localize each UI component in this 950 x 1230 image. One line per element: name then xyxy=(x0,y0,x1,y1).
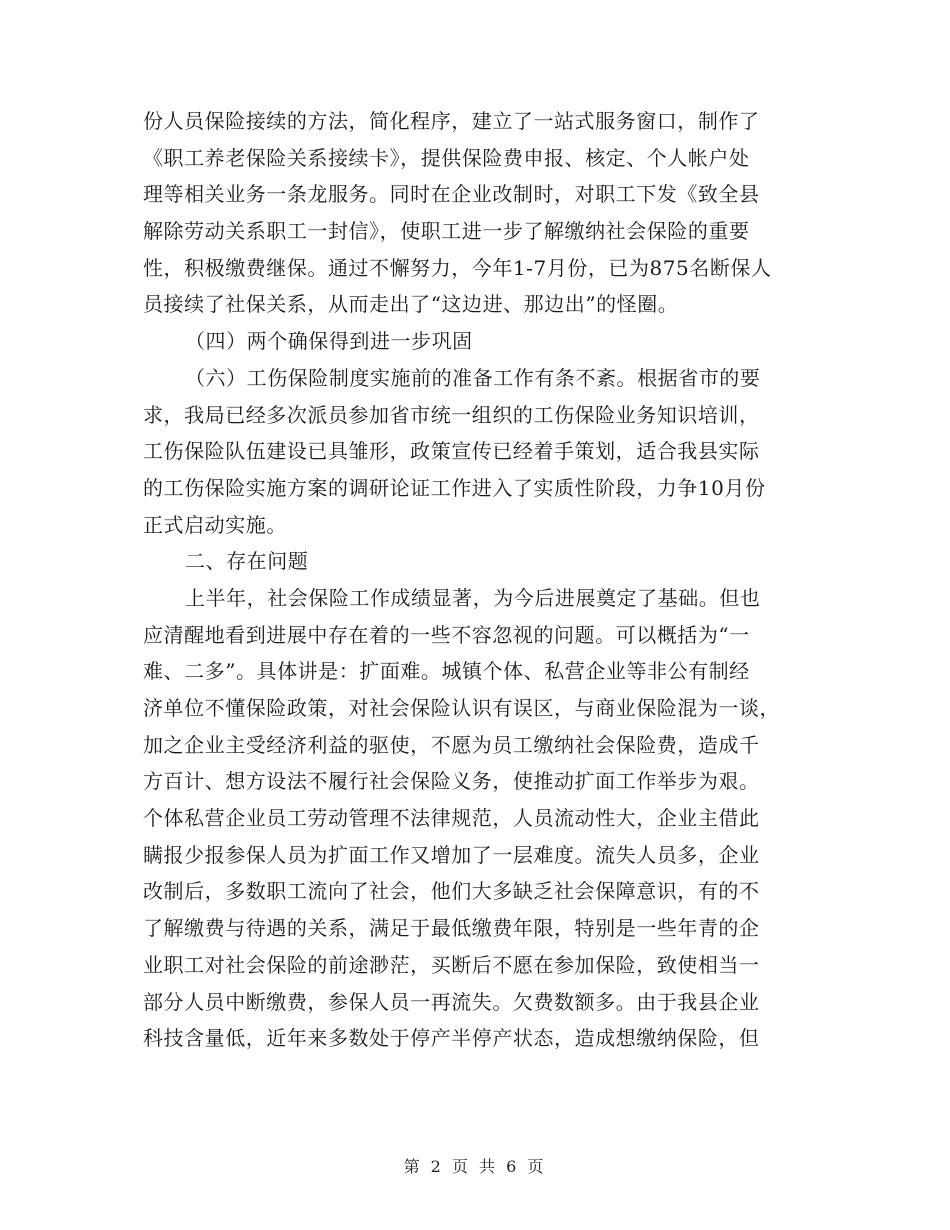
text-line: 工伤保险队伍建设已具雏形，政策宣传已经着手策划，适合我县实际 xyxy=(143,439,760,464)
section-heading: 二、存在问题 xyxy=(185,549,309,574)
text-line: 求，我局已经多次派员参加省市统一组织的工伤保险业务知识培训， xyxy=(143,402,760,427)
text-line: 济单位不懂保险政策，对社会保险认识有误区，与商业保险混为一谈， xyxy=(143,696,781,720)
section-heading: （四）两个确保得到进一步巩固 xyxy=(185,329,473,354)
paragraph-start-line: 上半年，社会保险工作成绩显著，为今后进展奠定了基础。但也 xyxy=(185,585,761,610)
text-line: 应清醒地看到进展中存在着的一些不容忽视的问题。可以概括为“一 xyxy=(143,622,750,647)
text-line: 了解缴费与待遇的关系，满足于最低缴费年限，特别是一些年青的企 xyxy=(143,916,760,941)
text-line: 方百计、想方设法不履行社会保险义务，使推动扩面工作举步为艰。 xyxy=(143,769,760,794)
text-line: 瞒报少报参保人员为扩面工作又增加了一层难度。流失人员多，企业 xyxy=(143,842,760,867)
text-line: 性，积极缴费继保。通过不懈努力，今年1-7月份，已为875名断保人 xyxy=(143,255,772,280)
text-line: 解除劳动关系职工一封信》，使职工进一步了解缴纳社会保险的重要 xyxy=(143,219,750,244)
text-line: 份人员保险接续的方法，简化程序，建立了一站式服务窗口，制作了 xyxy=(143,109,760,133)
text-line: 个体私营企业员工劳动管理不法律规范，人员流动性大，企业主借此 xyxy=(143,806,760,831)
text-line: 科技含量低，近年来多数处于停产半停产状态，造成想缴纳保险，但 xyxy=(143,1026,760,1051)
text-line: 员接续了社保关系，从而走出了“这边进、那边出”的怪圈。 xyxy=(143,292,679,317)
text-line: 加之企业主受经济利益的驱使，不愿为员工缴纳社会保险费，造成千 xyxy=(143,732,760,757)
text-line: 理等相关业务一条龙服务。同时在企业改制时，对职工下发《致全县 xyxy=(143,182,760,207)
text-line: 难、二多”。具体讲是：扩面难。城镇个体、私营企业等非公有制经 xyxy=(143,659,750,684)
document-body xyxy=(143,103,813,1057)
text-line: 改制后，多数职工流向了社会，他们大多缺乏社会保障意识，有的不 xyxy=(143,879,760,904)
text-line: 部分人员中断缴费，参保人员一再流失。欠费数额多。由于我县企业 xyxy=(143,989,760,1014)
paragraph-start-line: （六）工伤保险制度实施前的准备工作有条不紊。根据省市的要 xyxy=(185,365,761,390)
text-line: 业职工对社会保险的前途渺茫，买断后不愿在参加保险，致使相当一 xyxy=(143,952,760,977)
text-line: 《职工养老保险关系接续卡》，提供保险费申报、核定、个人帐户处 xyxy=(143,145,750,170)
text-line: 的工伤保险实施方案的调研论证工作进入了实质性阶段，力争10月份 xyxy=(143,475,766,500)
page-number-footer: 第 2 页 共 6 页 xyxy=(403,1157,547,1176)
text-line: 正式启动实施。 xyxy=(143,512,287,537)
